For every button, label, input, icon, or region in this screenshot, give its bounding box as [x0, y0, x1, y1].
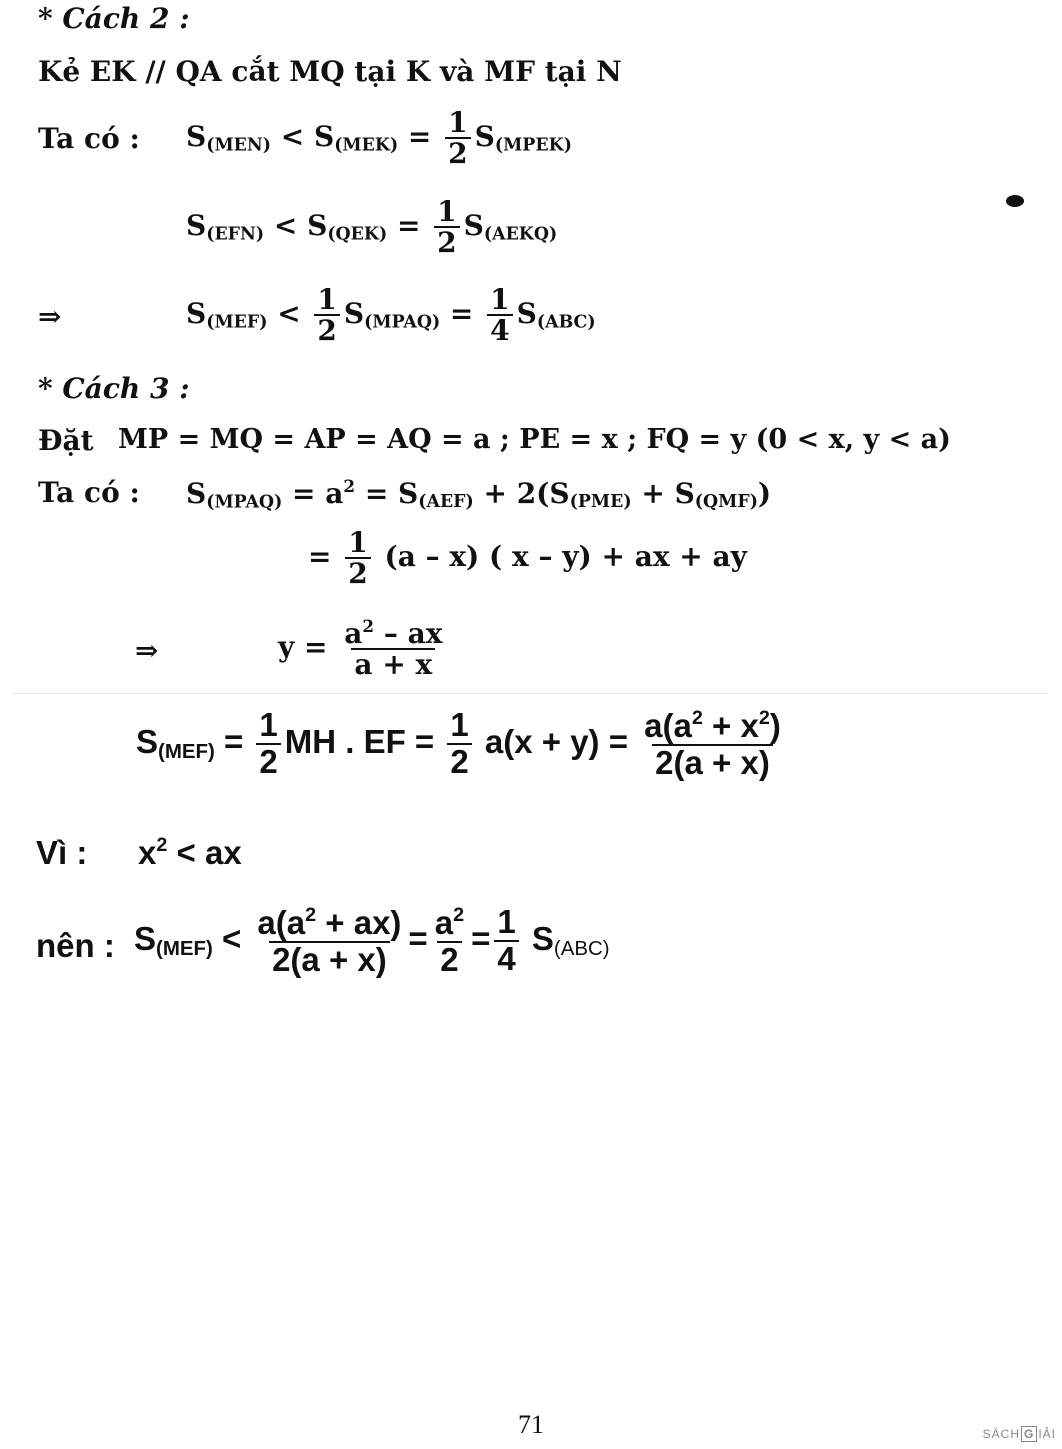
- ta-co-label-2: Ta có :: [38, 476, 140, 509]
- inequality-x-squared: $x^2$ < ax: [138, 834, 242, 871]
- equation-men-mek: $S_{(MEN)} < S_{(MEK)}$ = $\frac{1}{2}$ $S_{(MPEK)}$: [186, 106, 572, 171]
- dat-definitions: MP = MQ = AP = AQ = a ; PE = x ; FQ = y (0 < x, y < a): [118, 424, 951, 455]
- dat-label: Đặt: [38, 424, 94, 457]
- implies-arrow-2: ⇒: [135, 634, 159, 667]
- implies-arrow-1: ⇒: [38, 300, 62, 333]
- equation-efn-qek: $S_{(EFN)} < S_{(QEK)}$ = $\frac{1}{2}$ $S_{(AEKQ)}$: [186, 195, 558, 260]
- ink-blot: [1006, 195, 1024, 207]
- page-number: 71: [518, 1410, 544, 1439]
- heading-cach-2: * Cách 2 :: [38, 2, 190, 35]
- heading-cach-3: * Cách 3 :: [38, 372, 190, 405]
- nen-label: nên :: [36, 927, 115, 964]
- equation-area-mef: $S_{(MEF)}$ = $\frac{1}{2}$ MH . EF = $\frac{1}{2}$ a(x + y) = $\frac{a(a^2 + x^2)}{2(a + x)}$: [136, 706, 781, 781]
- page-separator: [12, 693, 1047, 694]
- equation-y-value: y = $\frac{a^2 - ax}{a + x}$: [278, 616, 443, 682]
- final-inequality: $S_{(MEF)}$ < $\frac{a(a^2 + ax)}{2(a + x)}$ = $\frac{a^2}{2}$ = $\frac{1}{4}$ $S_{(ABC)}$: [134, 903, 610, 978]
- cach-2-construction-line: Kẻ EK // QA cắt MQ tại K và MF tại N: [38, 55, 622, 88]
- equation-expansion: = $\frac{1}{2}$ (a – x) ( x – y) + ax + ay: [308, 526, 747, 591]
- watermark-logo: SÁCH G IẢI: [982, 1427, 1056, 1441]
- equation-area-mpaq: $S_{(MPAQ)} = a^2 = S_{(AEF)} + 2(S_{(PME)} + S_{(QMF)})$: [186, 476, 772, 513]
- ta-co-label-1: Ta có :: [38, 122, 140, 155]
- equation-mef-abc: $S_{(MEF)}$ < $\frac{1}{2}$ $S_{(MPAQ)}$ = $\frac{1}{4}$ $S_{(ABC)}$: [186, 283, 596, 348]
- vi-label: Vì :: [36, 834, 88, 871]
